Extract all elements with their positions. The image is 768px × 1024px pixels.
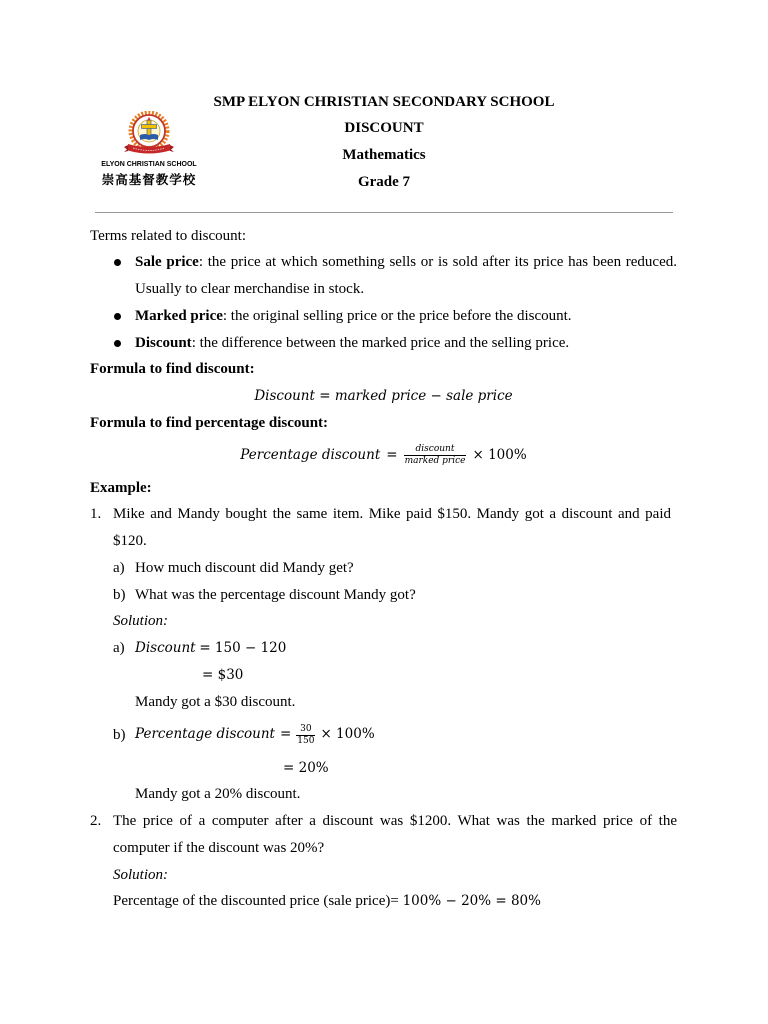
part-text: What was the percentage discount Mandy got?	[135, 586, 416, 603]
worksheet-body	[90, 223, 677, 916]
math-step: = 20%	[283, 759, 329, 776]
fraction-numerator: 30	[300, 723, 312, 734]
term-item-marked-price	[90, 303, 677, 330]
math-step: = $30	[202, 666, 244, 683]
fraction-numerator: discount	[415, 444, 455, 455]
formula-lhs: Percentage discount	[240, 446, 381, 463]
list-number: 2.	[90, 813, 102, 830]
math-rhs: × 100%	[320, 726, 375, 743]
part-label: b)	[113, 586, 126, 603]
discount-formula-heading: Formula to find discount:	[90, 361, 255, 378]
term-item-discount	[90, 330, 677, 357]
example-1-solution-label: Solution:	[113, 613, 168, 630]
math-step: 100% − 20% = 80%	[402, 893, 541, 910]
terms-intro: Terms related to discount:	[90, 227, 246, 244]
logo-school-name-english: ELYON CHRISTIAN SCHOOL	[101, 161, 197, 168]
example-2-question	[90, 808, 677, 862]
formula-rhs: × 100%	[472, 446, 527, 463]
example-1-question	[90, 501, 671, 555]
term-name: Marked price	[135, 307, 223, 324]
solution-text: Percentage of the discounted price (sale price)=	[113, 893, 399, 910]
logo-school-name-chinese: 崇高基督教学校	[101, 172, 197, 187]
solution-b-step-2	[90, 755, 677, 782]
solution-b-answer: Mandy got a 20% discount.	[135, 786, 301, 803]
math-lhs: Discount	[135, 640, 196, 657]
part-label: b)	[113, 726, 126, 743]
solution-b-step-1	[90, 715, 677, 754]
example-2-solution-step-1	[90, 888, 677, 915]
document-title: DISCOUNT	[344, 120, 424, 137]
document-header	[0, 89, 768, 196]
math-lhs: Percentage discount	[135, 726, 275, 743]
school-name: SMP ELYON CHRISTIAN SECONDARY SCHOOL	[213, 93, 555, 110]
term-item-sale-price	[90, 249, 677, 303]
percentage-formula-heading: Formula to find percentage discount:	[90, 414, 329, 431]
part-label: a)	[113, 640, 125, 657]
example-1-part-a	[90, 555, 677, 582]
solution-a-step-1	[90, 635, 677, 662]
fraction-denominator: 150	[297, 735, 315, 746]
equals-sign: =	[386, 446, 398, 463]
term-definition: : the price at which something sells or is sold after its price has been reduced. Usually to clear merchandise in stock.	[135, 254, 677, 298]
equals-sign: =	[279, 726, 292, 743]
percentage-discount-formula	[90, 437, 677, 475]
math-step: = 150 − 120	[199, 640, 287, 657]
solution-a-answer: Mandy got a $30 discount.	[135, 693, 296, 710]
term-definition: : the original selling price or the price before the discount.	[222, 307, 572, 324]
example-1-part-b	[90, 582, 677, 609]
example-2-solution-label: Solution:	[113, 866, 168, 883]
solution-a-step-2	[90, 662, 677, 689]
example-heading: Example:	[90, 479, 152, 496]
part-label: a)	[113, 559, 125, 576]
subject: Mathematics	[342, 147, 426, 164]
question-text: The price of a computer after a discount was $1200. What was the marked price of the computer if the discount was 20%?	[113, 813, 677, 856]
grade-level: Grade 7	[357, 173, 411, 190]
fraction	[404, 444, 467, 467]
fraction-denominator: marked price	[404, 456, 466, 467]
bullet-icon	[114, 340, 121, 347]
bullet-icon	[114, 259, 121, 266]
fraction	[296, 724, 315, 747]
term-definition: : the difference between the marked price and the selling price.	[191, 334, 570, 351]
discount-formula-expression: Discount = marked price − sale price	[254, 388, 513, 405]
list-number: 1.	[90, 506, 102, 523]
part-text: How much discount did Mandy get?	[135, 559, 354, 576]
term-name: Discount	[135, 334, 192, 351]
header-divider	[95, 212, 673, 213]
discount-formula	[90, 383, 677, 410]
term-name: Sale price	[135, 254, 199, 271]
bullet-icon	[114, 313, 121, 320]
question-text: Mike and Mandy bought the same item. Mike paid $150. Mandy got a discount and paid $120.	[113, 506, 671, 550]
